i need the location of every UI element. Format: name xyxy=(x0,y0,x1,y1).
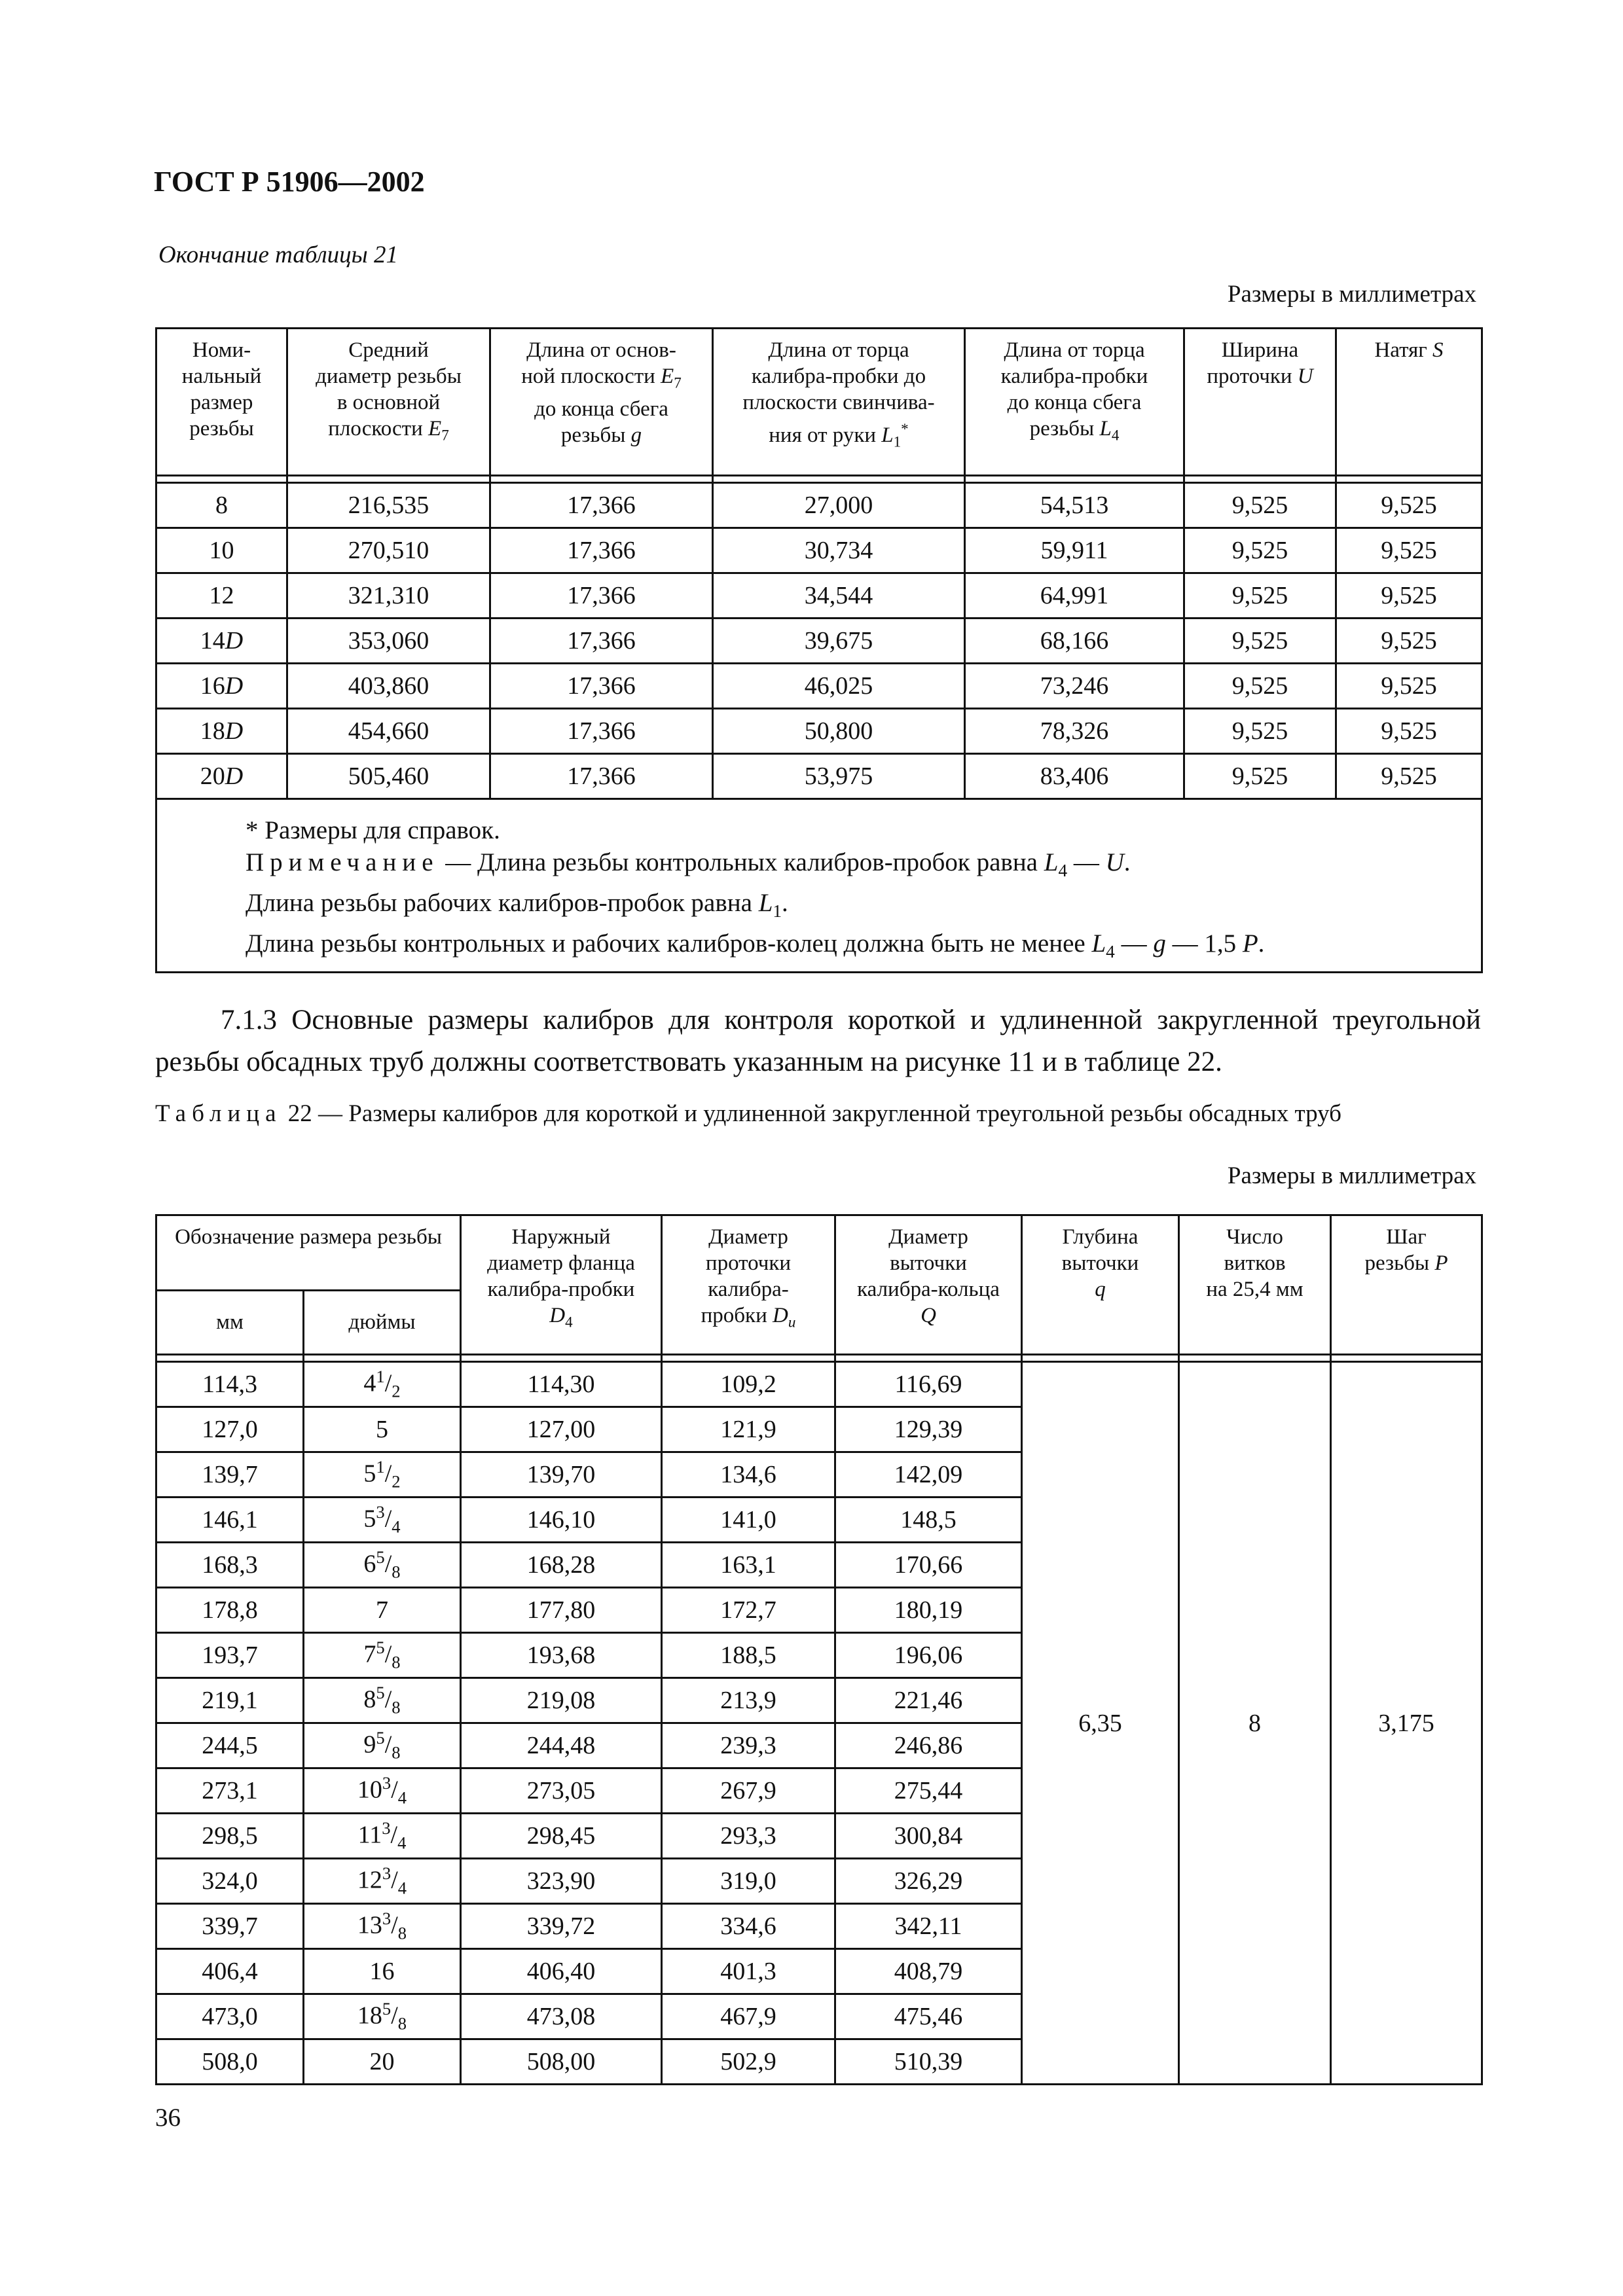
table-cell: $7^5/_8$ xyxy=(304,1633,461,1678)
table-cell: 18D xyxy=(156,709,287,754)
table-cell: 244,5 xyxy=(156,1723,304,1768)
table-cell: 17,366 xyxy=(490,664,713,709)
table-cell: 9,525 xyxy=(1336,483,1482,528)
note-line-3: Длина резьбы контрольных и рабочих калибров-колец должна быть не менее $L_4$ — g — 1,5 P. xyxy=(246,929,1265,961)
table-21 xyxy=(155,327,1483,973)
table-cell: $5^3/_4$ xyxy=(304,1498,461,1543)
table-cell: 273,05 xyxy=(461,1768,662,1814)
table22-caption xyxy=(155,1099,1481,1129)
table-cell: 9,525 xyxy=(1184,573,1336,619)
t22-merged-turns: 8 xyxy=(1179,1362,1331,2085)
table-cell: $5^1/_2$ xyxy=(304,1452,461,1498)
note-text: — Длина резьбы контрольных калибров-пробок равна $L_4$ — U. xyxy=(439,848,1131,880)
table-cell: 114,3 xyxy=(156,1362,304,1407)
table-cell: 64,991 xyxy=(965,573,1184,619)
table-cell: 193,68 xyxy=(461,1633,662,1678)
table22-caption-label: Таблица xyxy=(155,1100,282,1127)
t22-col-groove-ring: Диаметр выточки калибра-кольца Q xyxy=(835,1215,1022,1355)
table-cell: 73,246 xyxy=(965,664,1184,709)
table-cell: 219,1 xyxy=(156,1678,304,1723)
table-row xyxy=(156,709,1482,754)
table-cell: 7 xyxy=(304,1588,461,1633)
table-cell: 244,48 xyxy=(461,1723,662,1768)
table-row xyxy=(156,754,1482,799)
table-cell: 53,975 xyxy=(713,754,965,799)
table-cell: 78,326 xyxy=(965,709,1184,754)
table22-caption-text: 22 — Размеры калибров для короткой и удлиненной закругленной треугольной резьбы обсадных труб xyxy=(287,1100,1341,1127)
table-cell: 9,525 xyxy=(1336,664,1482,709)
t22-col-pitch: Шаг резьбы P xyxy=(1331,1215,1482,1355)
table-cell: 298,5 xyxy=(156,1814,304,1859)
t22-col-groove-plug: Диаметр проточки калибра- пробки $D_u$ xyxy=(662,1215,835,1355)
table-cell: 502,9 xyxy=(662,2039,835,2085)
t21-col-length-l1: Длина от торца калибра-пробки до плоскости свинчива- ния от руки $L_1^*$ xyxy=(713,329,965,476)
table-cell: 17,366 xyxy=(490,709,713,754)
table-cell: 273,1 xyxy=(156,1768,304,1814)
table-cell: 9,525 xyxy=(1184,709,1336,754)
table-cell: 9,525 xyxy=(1184,754,1336,799)
table-cell: $18^5/_8$ xyxy=(304,1994,461,2039)
table-row xyxy=(156,483,1482,528)
table-cell: 34,544 xyxy=(713,573,965,619)
table-cell: $4^1/_2$ xyxy=(304,1362,461,1407)
t22-col-flange: Наружный диаметр фланца калибра-пробки $D_4$ xyxy=(461,1215,662,1355)
table-cell: 9,525 xyxy=(1184,619,1336,664)
table-row xyxy=(156,619,1482,664)
table-cell: 20 xyxy=(304,2039,461,2085)
table-cell: 39,675 xyxy=(713,619,965,664)
table-cell: 17,366 xyxy=(490,619,713,664)
table-cell: 129,39 xyxy=(835,1407,1022,1452)
table-cell: 8 xyxy=(156,483,287,528)
table-cell: 9,525 xyxy=(1336,528,1482,573)
table-row xyxy=(156,573,1482,619)
t22-col-inches: дюймы xyxy=(304,1291,461,1355)
table-cell: 216,535 xyxy=(287,483,490,528)
table-cell: 178,8 xyxy=(156,1588,304,1633)
table-cell: 127,00 xyxy=(461,1407,662,1452)
table-cell: 334,6 xyxy=(662,1904,835,1949)
table-cell: 12 xyxy=(156,573,287,619)
table22-header-row-1 xyxy=(156,1215,1482,1291)
table-cell: 163,1 xyxy=(662,1543,835,1588)
t22-col-designation: Обозначение размера резьбы xyxy=(156,1215,461,1291)
table-row xyxy=(156,664,1482,709)
document-title: ГОСТ Р 51906—2002 xyxy=(154,166,425,198)
table-cell: 170,66 xyxy=(835,1543,1022,1588)
table-cell: 475,46 xyxy=(835,1994,1022,2039)
table-cell: 319,0 xyxy=(662,1859,835,1904)
table-cell: 114,30 xyxy=(461,1362,662,1407)
table21-notes xyxy=(156,799,1482,973)
table-cell: 401,3 xyxy=(662,1949,835,1994)
table-cell: 508,0 xyxy=(156,2039,304,2085)
table-cell: 300,84 xyxy=(835,1814,1022,1859)
table-cell: 10 xyxy=(156,528,287,573)
t21-col-groove-width: Ширина проточки U xyxy=(1184,329,1336,476)
table-cell: 270,510 xyxy=(287,528,490,573)
table-cell: 146,1 xyxy=(156,1498,304,1543)
table-cell: 326,29 xyxy=(835,1859,1022,1904)
table-cell: 59,911 xyxy=(965,528,1184,573)
note-label: Примечание xyxy=(246,848,439,876)
table-cell: 505,460 xyxy=(287,754,490,799)
table-cell: 267,9 xyxy=(662,1768,835,1814)
table-cell: 168,28 xyxy=(461,1543,662,1588)
table-cell: 188,5 xyxy=(662,1633,835,1678)
t21-col-standoff: Натяг S xyxy=(1336,329,1482,476)
table-cell: 50,800 xyxy=(713,709,965,754)
table-cell: 139,7 xyxy=(156,1452,304,1498)
table-cell: 5 xyxy=(304,1407,461,1452)
table-cell: 339,7 xyxy=(156,1904,304,1949)
table22-units: Размеры в миллиметрах xyxy=(1227,1162,1476,1189)
table-cell: 293,3 xyxy=(662,1814,835,1859)
table-cell: 353,060 xyxy=(287,619,490,664)
table-cell: 54,513 xyxy=(965,483,1184,528)
note-reference: * Размеры для справок. xyxy=(246,816,500,844)
table-cell: 46,025 xyxy=(713,664,965,709)
table-cell: 139,70 xyxy=(461,1452,662,1498)
table-cell: 239,3 xyxy=(662,1723,835,1768)
t21-col-length-l4: Длина от торца калибра-пробки до конца сбега резьбы $L_4$ xyxy=(965,329,1184,476)
table-cell: 16D xyxy=(156,664,287,709)
table-cell: 9,525 xyxy=(1336,709,1482,754)
table-cell: 17,366 xyxy=(490,754,713,799)
section-7-1-3-paragraph xyxy=(155,999,1481,1083)
table-cell: 196,06 xyxy=(835,1633,1022,1678)
table-cell: 17,366 xyxy=(490,573,713,619)
table-cell: 17,366 xyxy=(490,528,713,573)
table-cell: $10^3/_4$ xyxy=(304,1768,461,1814)
table-cell: 177,80 xyxy=(461,1588,662,1633)
table-cell: 403,860 xyxy=(287,664,490,709)
t22-merged-depth: 6,35 xyxy=(1022,1362,1179,2085)
table-cell: 9,525 xyxy=(1184,483,1336,528)
table-cell: 467,9 xyxy=(662,1994,835,2039)
table21-header-row xyxy=(156,329,1482,476)
table-cell: 146,10 xyxy=(461,1498,662,1543)
table-cell: 9,525 xyxy=(1336,573,1482,619)
note-line-2: Длина резьбы рабочих калибров-пробок равна $L_1$. xyxy=(246,888,788,921)
table-cell: 68,166 xyxy=(965,619,1184,664)
table21-units: Размеры в миллиметрах xyxy=(1227,281,1476,308)
table-cell: 109,2 xyxy=(662,1362,835,1407)
table-row xyxy=(156,528,1482,573)
table-cell: 83,406 xyxy=(965,754,1184,799)
table-cell: $11^3/_4$ xyxy=(304,1814,461,1859)
table-cell: 342,11 xyxy=(835,1904,1022,1949)
table-cell: 16 xyxy=(304,1949,461,1994)
table-cell: 321,310 xyxy=(287,573,490,619)
table-cell: 219,08 xyxy=(461,1678,662,1723)
table-cell: $13^3/_8$ xyxy=(304,1904,461,1949)
table-cell: 9,525 xyxy=(1336,754,1482,799)
paragraph-text: 7.1.3 Основные размеры калибров для контроля короткой и удлиненной закругленной треугольной резьбы обсадных труб должны соответствовать указанным на рисунке 11 и в таблице 22. xyxy=(155,1005,1481,1077)
table-cell: 473,08 xyxy=(461,1994,662,2039)
table-cell: 221,46 xyxy=(835,1678,1022,1723)
table-row xyxy=(156,1362,1482,1407)
t21-col-size: Номи- нальный размер резьбы xyxy=(156,329,287,476)
table-cell: $12^3/_4$ xyxy=(304,1859,461,1904)
t21-col-length-e7-g: Длина от основ- ной плоскости $E_7$ до конца сбега резьбы g xyxy=(490,329,713,476)
t22-col-depth: Глубина выточки q xyxy=(1022,1215,1179,1355)
table-22 xyxy=(155,1214,1483,2085)
table-cell: 406,40 xyxy=(461,1949,662,1994)
table-cell: 275,44 xyxy=(835,1768,1022,1814)
table-cell: 20D xyxy=(156,754,287,799)
table-cell: 508,00 xyxy=(461,2039,662,2085)
table-cell: 116,69 xyxy=(835,1362,1022,1407)
table-cell: $6^5/_8$ xyxy=(304,1543,461,1588)
page-number: 36 xyxy=(155,2104,181,2132)
table-cell: 148,5 xyxy=(835,1498,1022,1543)
table-cell: 180,19 xyxy=(835,1588,1022,1633)
table-cell: 30,734 xyxy=(713,528,965,573)
table-cell: 339,72 xyxy=(461,1904,662,1949)
table-cell: 9,525 xyxy=(1184,664,1336,709)
table-cell: $9^5/_8$ xyxy=(304,1723,461,1768)
table-cell: 298,45 xyxy=(461,1814,662,1859)
table-cell: 9,525 xyxy=(1336,619,1482,664)
table-cell: 27,000 xyxy=(713,483,965,528)
table-cell: 510,39 xyxy=(835,2039,1022,2085)
table-cell: 246,86 xyxy=(835,1723,1022,1768)
note-primary xyxy=(246,846,1481,887)
table-cell: 473,0 xyxy=(156,1994,304,2039)
t22-col-mm: мм xyxy=(156,1291,304,1355)
table-cell: 324,0 xyxy=(156,1859,304,1904)
table-cell: 172,7 xyxy=(662,1588,835,1633)
table-cell: $8^5/_8$ xyxy=(304,1678,461,1723)
table-cell: 193,7 xyxy=(156,1633,304,1678)
t22-col-turns: Число витков на 25,4 мм xyxy=(1179,1215,1331,1355)
table-cell: 168,3 xyxy=(156,1543,304,1588)
table-cell: 134,6 xyxy=(662,1452,835,1498)
table-cell: 17,366 xyxy=(490,483,713,528)
table-cell: 14D xyxy=(156,619,287,664)
table-cell: 406,4 xyxy=(156,1949,304,1994)
table-cell: 142,09 xyxy=(835,1452,1022,1498)
table-cell: 141,0 xyxy=(662,1498,835,1543)
table-cell: 454,660 xyxy=(287,709,490,754)
table-cell: 323,90 xyxy=(461,1859,662,1904)
table-cell: 213,9 xyxy=(662,1678,835,1723)
table-cell: 9,525 xyxy=(1184,528,1336,573)
t22-merged-pitch: 3,175 xyxy=(1331,1362,1482,2085)
table-cell: 408,79 xyxy=(835,1949,1022,1994)
t21-col-pitch-diameter: Средний диаметр резьбы в основной плоскости $E_7$ xyxy=(287,329,490,476)
table-cell: 121,9 xyxy=(662,1407,835,1452)
table-cell: 127,0 xyxy=(156,1407,304,1452)
table21-continuation-caption: Окончание таблицы 21 xyxy=(158,242,398,268)
